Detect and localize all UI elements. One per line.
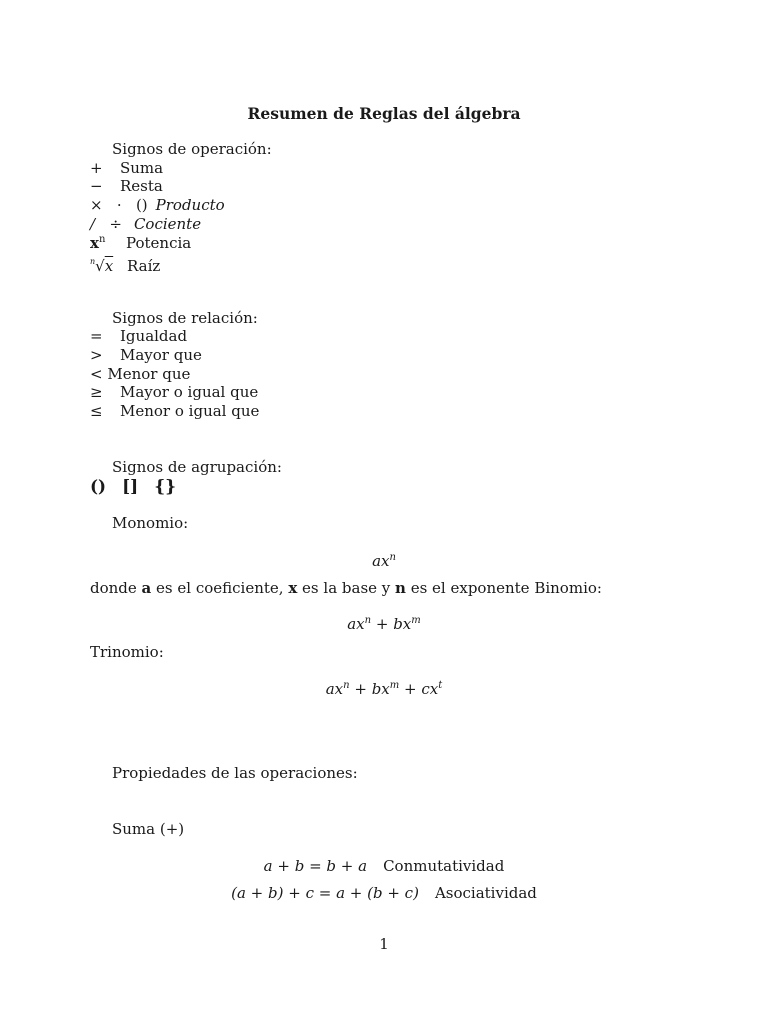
op-row-resta: [90, 177, 163, 195]
op-label-suma: Suma: [120, 159, 164, 177]
op-label-resta: Resta: [120, 177, 163, 195]
rel-label-igualdad: Igualdad: [120, 327, 188, 345]
greater-symbol: >: [90, 346, 103, 364]
rule-conmutatividad: [0, 857, 768, 875]
brackets-symbol: []: [122, 477, 139, 497]
rel-label-mayor-igual: Mayor o igual que: [120, 383, 259, 401]
suma-heading: Suma (+): [112, 820, 185, 838]
root-symbol: $^n$√x: [90, 257, 114, 275]
op-row-suma: [90, 159, 163, 177]
trinomio-heading: Trinomio:: [90, 643, 164, 661]
equals-symbol: =: [90, 327, 103, 345]
op-label-producto: Producto: [155, 196, 225, 214]
op-row-producto: [90, 196, 225, 214]
op-row-raiz: [90, 253, 160, 275]
op-label-raiz: Raíz: [127, 257, 161, 275]
rel-label-menor: Menor que: [107, 365, 191, 383]
page-number: 1: [379, 935, 389, 953]
rule-asociatividad: [0, 884, 768, 902]
relacion-heading: Signos de relación:: [112, 309, 258, 327]
propiedades-heading: Propiedades de las operaciones:: [112, 764, 358, 782]
monomio-description: donde a es el coeficiente, x es la base y n es el exponente Binomio:: [90, 579, 602, 597]
monomio-formula: $ax^n$: [372, 552, 396, 570]
agrupacion-heading: Signos de agrupación:: [112, 458, 282, 476]
op-label-potencia: Potencia: [126, 234, 192, 252]
rule-name: Asociatividad: [434, 884, 537, 902]
power-symbol: $x^n$: [90, 234, 106, 252]
op-row-potencia: [90, 234, 191, 252]
monomio-heading: Monomio:: [112, 514, 189, 532]
less-symbol: <: [90, 365, 103, 383]
rule-name: Conmutatividad: [383, 857, 505, 875]
op-row-cociente: [90, 215, 201, 233]
page-title: Resumen de Reglas del álgebra: [247, 104, 521, 123]
rel-row-mayor: [90, 346, 202, 364]
rel-row-menor-igual: [90, 402, 259, 420]
rel-label-menor-igual: Menor o igual que: [120, 402, 260, 420]
division-symbols: / ÷: [90, 215, 122, 233]
geq-symbol: ≥: [90, 383, 103, 401]
rel-label-mayor: Mayor que: [120, 346, 202, 364]
rel-row-igualdad: [90, 327, 187, 345]
rule-formula: a + b = b + a: [263, 857, 368, 875]
rule-formula: (a + b) + c = a + (b + c): [231, 884, 419, 902]
product-symbols: × · (): [90, 196, 148, 214]
braces-symbol: {}: [154, 477, 177, 497]
rel-row-mayor-igual: [90, 383, 258, 401]
trinomio-formula: $ax^n + bx^m + cx^t$: [325, 680, 443, 698]
op-label-cociente: Cociente: [133, 215, 202, 233]
operacion-heading: Signos de operación:: [112, 140, 272, 158]
plus-symbol: +: [90, 159, 103, 177]
leq-symbol: ≤: [90, 402, 103, 420]
rel-row-menor: [90, 365, 190, 383]
grouping-symbols: [90, 478, 192, 496]
binomio-formula: $ax^n + bx^m$: [347, 615, 421, 633]
parentheses-symbol: (): [90, 477, 107, 497]
minus-symbol: −: [90, 177, 103, 195]
